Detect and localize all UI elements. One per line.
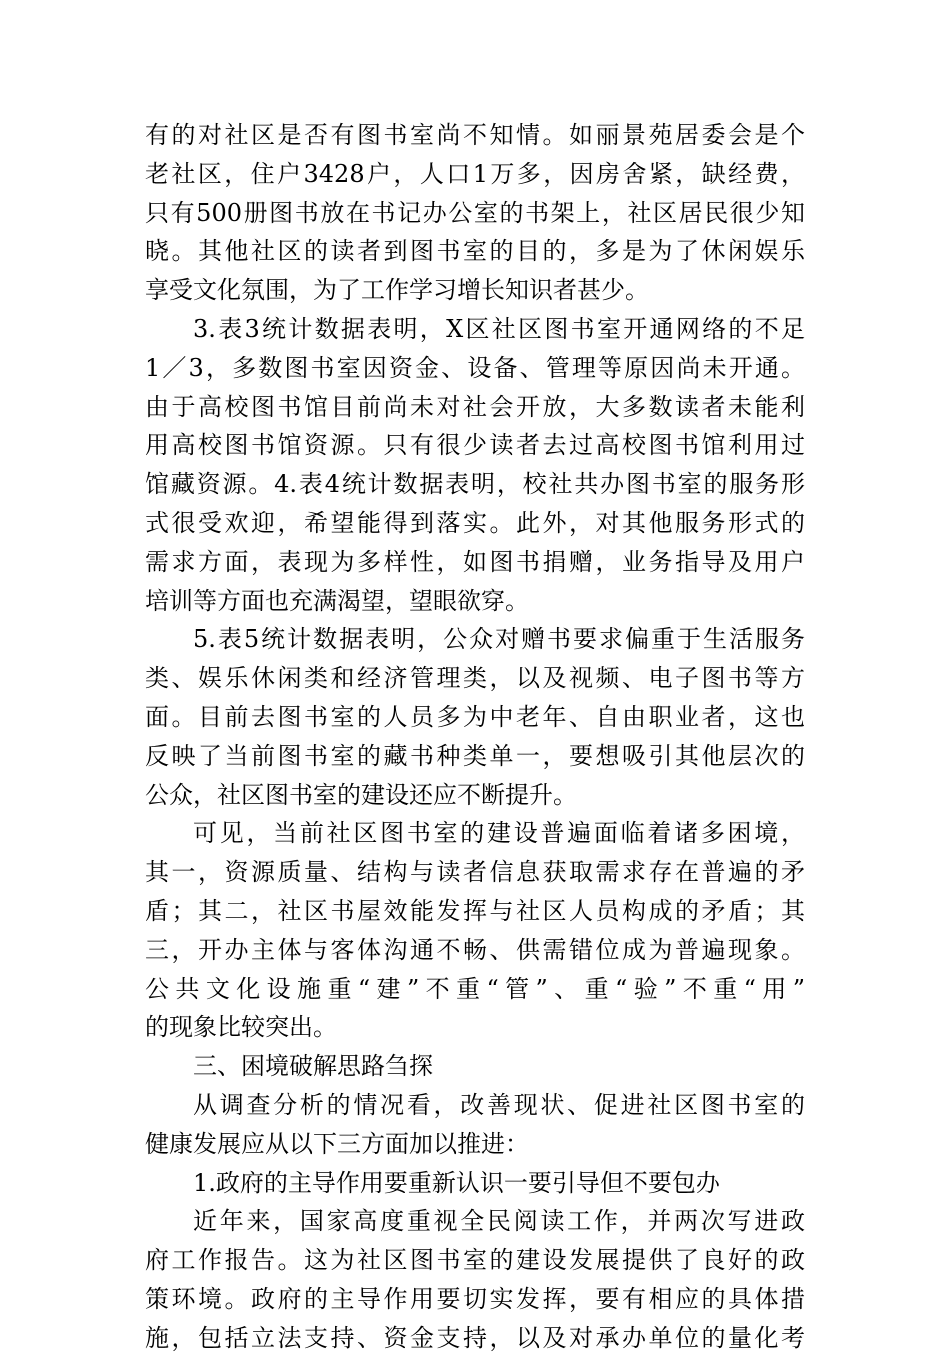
text-line: 健康发展应从以下三方面加以推进： — [145, 1129, 529, 1158]
text-line: 策环境。政府的主导作用要切实发挥，要有相应的具体措 — [145, 1284, 805, 1313]
text-line: 的现象比较突出。 — [145, 1013, 337, 1042]
text-line: 由于高校图书馆目前尚未对社会开放，大多数读者未能利 — [145, 392, 805, 421]
text-line: 馆藏资源。4.表4统计数据表明，校社共办图书室的服务形 — [145, 470, 805, 499]
text-line: 可见，当前社区图书室的建设普遍面临着诸多困境， — [193, 819, 805, 848]
text-line: 用高校图书馆资源。只有很少读者去过高校图书馆利用过 — [145, 431, 805, 460]
text-line: 培训等方面也充满渴望，望眼欲穿。 — [145, 586, 529, 615]
text-line: 需求方面，表现为多样性，如图书捐赠，业务指导及用户 — [145, 547, 805, 576]
text-line: 老社区，住户3428户，人口1万多，因房舍紧，缺经费， — [145, 159, 805, 188]
text-line: 反映了当前图书室的藏书种类单一，要想吸引其他层次的 — [145, 741, 805, 770]
text-line: 公众，社区图书室的建设还应不断提升。 — [145, 780, 577, 809]
text-line: 公共文化设施重“建”不重“管”、重“验”不重“用” — [145, 974, 805, 1003]
text-line: 面。目前去图书室的人员多为中老年、自由职业者，这也 — [145, 702, 805, 731]
text-line: 1.政府的主导作用要重新认识一要引导但不要包办 — [193, 1168, 720, 1197]
text-line: 晓。其他社区的读者到图书室的目的，多是为了休闲娱乐 — [145, 237, 805, 266]
text-line: 从调查分析的情况看，改善现状、促进社区图书室的 — [193, 1090, 805, 1119]
text-line: 三，开办主体与客体沟通不畅、供需错位成为普遍现象。 — [145, 935, 805, 964]
text-line: 盾；其二，社区书屋效能发挥与社区人员构成的矛盾；其 — [145, 896, 805, 925]
text-line: 其一，资源质量、结构与读者信息获取需求存在普遍的矛 — [145, 858, 805, 887]
text-line: 式很受欢迎，希望能得到落实。此外，对其他服务形式的 — [145, 508, 805, 537]
section-heading: 三、困境破解思路刍探 — [193, 1052, 433, 1081]
text-line: 类、娱乐休闲类和经济管理类，以及视频、电子图书等方 — [145, 664, 805, 693]
text-line: 有的对社区是否有图书室尚不知情。如丽景苑居委会是个 — [145, 121, 805, 149]
text-line: 府工作报告。这为社区图书室的建设发展提供了良好的政 — [145, 1246, 805, 1275]
text-line: 只有500册图书放在书记办公室的书架上，社区居民很少知 — [145, 198, 805, 227]
text-line: 3.表3统计数据表明，X区社区图书室开通网络的不足 — [193, 314, 805, 343]
text-line: 近年来，国家高度重视全民阅读工作，并两次写进政 — [193, 1207, 805, 1236]
text-line: 1／3，多数图书室因资金、设备、管理等原因尚未开通。 — [145, 353, 805, 382]
text-line: 5.表5统计数据表明，公众对赠书要求偏重于生活服务 — [193, 625, 805, 654]
document-page — [145, 116, 805, 1358]
text-line: 享受文化氛围，为了工作学习增长知识者甚少。 — [145, 276, 649, 305]
text-line: 施，包括立法支持、资金支持，以及对承办单位的量化考 — [145, 1323, 805, 1352]
